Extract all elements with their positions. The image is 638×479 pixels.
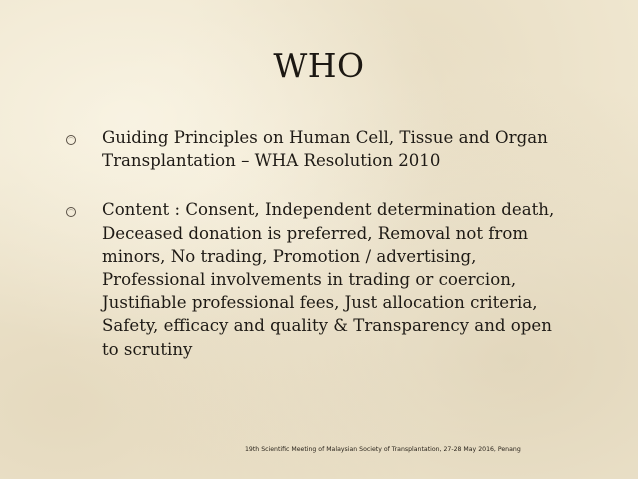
bullet-text-line: Guiding Principles on Human Cell, Tissue and Organ	[102, 128, 548, 147]
bullet-item-content	[64, 198, 584, 360]
slide-title: WHO	[273, 46, 365, 85]
bullet-text-line: Deceased donation is preferred, Removal not from	[102, 223, 529, 243]
bullet-text-line: to scrutiny	[102, 339, 193, 359]
bullet-text-line: Justifiable professional fees, Just allocation criteria,	[102, 293, 538, 313]
bullet-text-line: Content : Consent, Independent determination death,	[102, 200, 555, 220]
bullet-item-guiding-principles	[64, 126, 584, 172]
bullet-text-line: Transplantation – WHA Resolution 2010	[102, 151, 441, 171]
bullet-list	[64, 126, 584, 387]
bullet-text-line: Professional involvements in trading or coercion,	[102, 270, 517, 290]
hollow-circle-bullet-icon	[66, 135, 76, 145]
hollow-circle-bullet-icon	[66, 207, 76, 217]
slide-footer: 19th Scientific Meeting of Malaysian Society of Transplantation, 27-28 May 2016, Penang	[245, 446, 521, 453]
bullet-text-line: Safety, efficacy and quality & Transparency and open	[102, 316, 552, 336]
bullet-text-line: minors, No trading, Promotion / advertising,	[102, 246, 477, 266]
